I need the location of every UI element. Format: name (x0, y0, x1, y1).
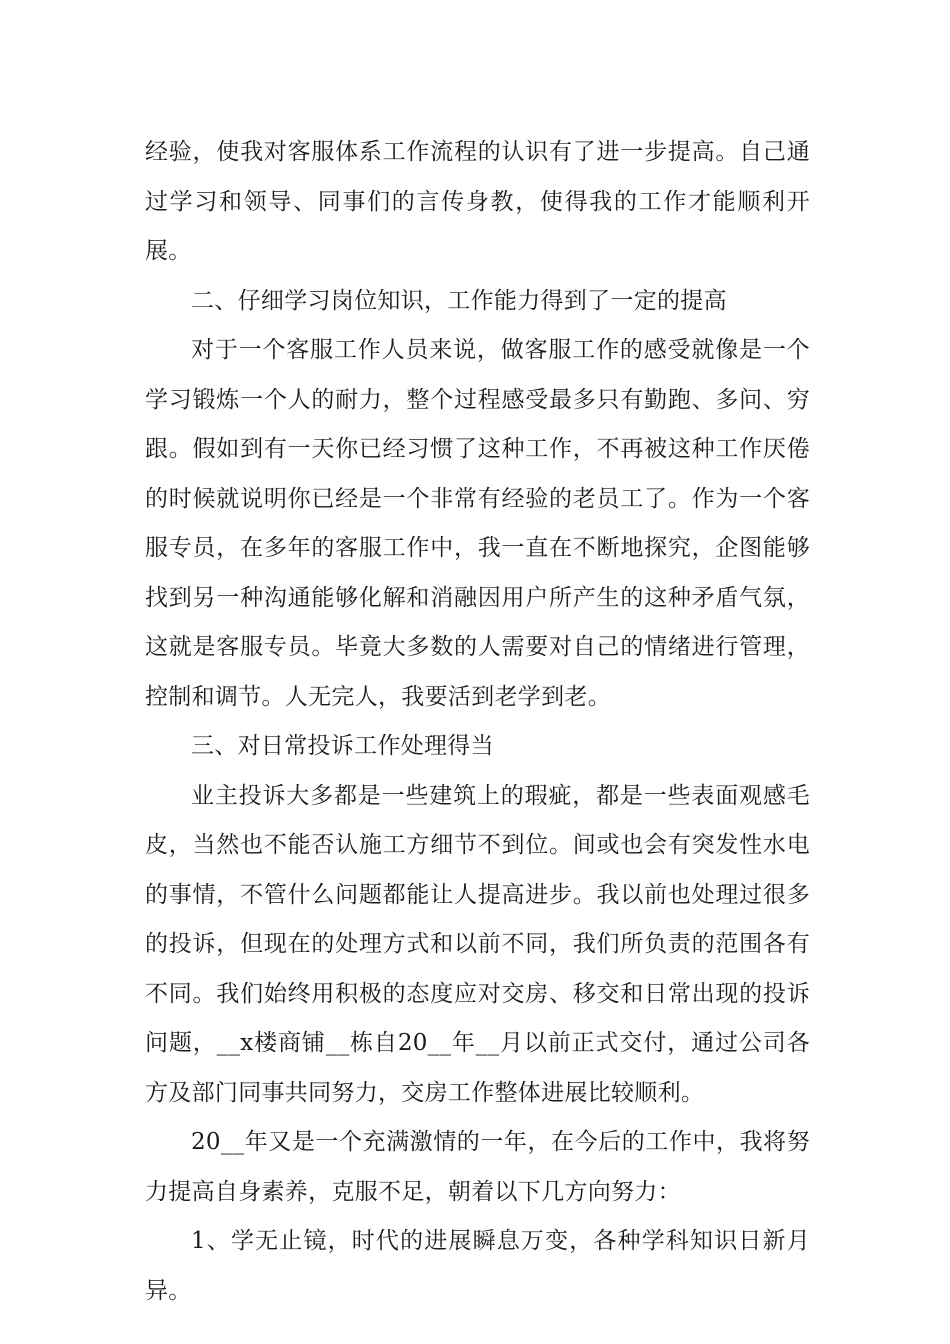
paragraph-2: 对于一个客服工作人员来说，做客服工作的感受就像是一个学习锻炼一个人的耐力，整个过程感受最多只有勤跑、多问、穷跟。假如到有一天你已经习惯了这种工作，不再被这种工作厌倦的时候就说明你已经是一个非常有经验的老员工了。作为一个客服专员，在多年的客服工作中，我一直在不断地探究，企图能够找到另一种沟通能够化解和消融因用户所产生的这种矛盾气氛，这就是客服专员。毕竟大多数的人需要对自己的情绪进行管理，控制和调节。人无完人，我要活到老学到老。 (145, 337, 810, 710)
document-body (145, 128, 810, 1316)
paragraph-1: 经验，使我对客服体系工作流程的认识有了进一步提高。自己通过学习和领导、同事们的言传身教，使得我的工作才能顺利开展。 (145, 139, 810, 264)
paragraph-4: 20__年又是一个充满激情的一年，在今后的工作中，我将努力提高自身素养，克服不足，朝着以下几方向努力： (145, 1129, 810, 1205)
paragraph-3: 业主投诉大多都是一些建筑上的瑕疵，都是一些表面观感毛皮，当然也不能否认施工方细节不到位。间或也会有突发性水电的事情，不管什么问题都能让人提高进步。我以前也处理过很多的投诉，但现在的处理方式和以前不同，我们所负责的范围各有不同。我们始终用积极的态度应对交房、移交和日常出现的投诉问题，__x楼商铺__栋自20__年__月以前正式交付，通过公司各方及部门同事共同努力，交房工作整体进展比较顺利。 (145, 782, 810, 1106)
list-item-1: 1、学无止镜，时代的进展瞬息万变，各种学科知识日新月异。 (145, 1228, 810, 1304)
section-heading-2: 二、仔细学习岗位知识，工作能力得到了一定的提高 (191, 287, 727, 314)
section-heading-3: 三、对日常投诉工作处理得当 (191, 733, 494, 759)
